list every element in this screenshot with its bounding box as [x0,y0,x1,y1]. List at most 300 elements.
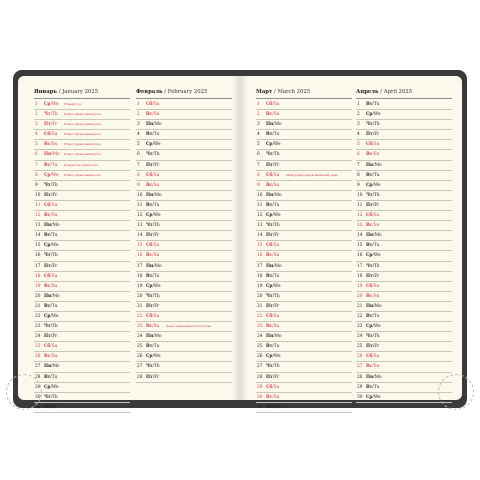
day-row [34,110,130,120]
day-row [136,120,232,130]
day-row [256,322,352,332]
weekday-ru: Вс [266,324,273,330]
weekday: Пн/Mo [266,122,282,128]
weekday: Вс/Su [44,213,58,219]
weekday-ru: Вс [266,394,273,400]
day-number: 12 [357,213,363,219]
weekday-ru: Вт [266,132,273,138]
day-number: 13 [137,223,143,229]
weekday-en: Tu [51,162,58,168]
day-row [256,312,352,322]
weekday-ru: Ср [44,102,51,107]
day-number: 5 [257,142,260,148]
day-number: 7 [357,162,360,168]
holiday-note: Новый год [64,102,82,106]
weekday-ru: Сб [366,142,373,148]
weekday: Сб/Sa [44,202,58,208]
weekday-en: Mo [374,162,382,168]
day-number: 10 [35,192,41,198]
day-row [34,120,130,130]
day-number: 16 [137,253,143,259]
day-row [356,373,452,383]
month-name-en: March 2025 [277,89,311,95]
day-row [34,161,130,171]
weekday-ru: Вт [366,172,373,178]
weekday-en: We [373,324,381,330]
month-name-ru: Апрель [356,89,379,95]
day-row [356,201,452,211]
holiday-note: Новогодние каникулы [64,152,101,157]
weekday: Вт/Tu [366,384,380,390]
day-row [256,120,352,130]
day-row [356,211,452,221]
weekday-en: We [153,213,161,219]
weekday: Вт/Tu [366,243,380,249]
weekday: Вт/Tu [146,202,160,208]
weekday-en: Fr [274,233,280,239]
day-row [356,100,452,110]
day-number: 12 [257,213,263,219]
weekday: Пн/Mo [266,192,282,198]
day-row [136,282,232,292]
weekday-ru: Пт [366,132,373,138]
month-march [256,86,352,413]
month-title: Апрель / April 2025 [356,86,452,99]
weekday: Чт/Th [266,364,280,370]
weekday: Вс/Su [266,253,280,259]
weekday: Чт/Th [146,293,160,299]
weekday: Пн/Mo [44,293,60,299]
weekday-en: We [373,394,381,400]
weekday-en: Fr [52,192,58,198]
weekday-ru: Вт [146,273,153,279]
weekday-en: We [51,384,59,390]
weekday-ru: Чт [146,223,153,229]
day-number: 21 [35,303,41,309]
day-number: 7 [257,162,260,168]
day-row [356,362,452,372]
weekday: Ср/We [266,213,281,219]
month-name-ru: Март [256,89,273,95]
day-number: 22 [357,313,363,319]
weekday-ru: Чт [146,364,153,370]
day-number: 31 [35,404,41,410]
day-row [34,322,130,332]
weekday-ru: Вт [366,313,373,319]
day-row [34,100,130,110]
month-name-ru: Январь [34,89,57,95]
weekday: Ср/We [44,313,59,319]
day-row [136,201,232,211]
weekday: Чт/Th [44,394,58,400]
day-row [256,302,352,312]
holiday-note: Рождество Христово [64,162,98,167]
weekday-en: Sa [153,313,160,319]
weekday-ru: Ср [44,384,51,390]
weekday-ru: Вс [366,364,373,370]
weekday: Ср/We [44,102,59,107]
day-row [356,282,452,292]
weekday-ru: Ср [366,253,373,259]
weekday: Вс/Su [366,223,380,229]
day-number: 30 [357,394,363,400]
weekday-ru: Ср [146,283,153,289]
weekday-ru: Чт [146,293,153,299]
day-row [256,231,352,241]
weekday-ru: Вт [146,132,153,138]
day-row [256,110,352,120]
weekday: Ср/We [146,354,161,360]
weekday: Чт/Th [44,112,58,118]
day-number: 5 [357,142,360,148]
day-number: 19 [137,283,143,289]
weekday: Пн/Mo [146,263,162,269]
weekday: Вс/Su [266,324,280,330]
day-row [34,201,130,211]
day-row [34,181,130,191]
day-number: 6 [257,152,260,158]
weekday-en: Mo [374,303,382,309]
day-number: 5 [137,142,140,148]
weekday-ru: Вт [266,344,273,350]
weekday-en: Sa [51,202,58,208]
day-row [34,171,130,181]
weekday-en: We [51,102,59,107]
weekday-en: Th [52,394,58,400]
weekday-en: Su [153,112,160,118]
day-row [136,171,232,181]
day-row [356,342,452,352]
weekday-ru: Ср [146,213,153,219]
weekday-en: Sa [153,172,160,178]
weekday-ru: Вс [266,182,273,188]
weekday: Вт/Tu [146,344,160,350]
weekday-en: Mo [274,263,282,269]
day-row [136,362,232,372]
day-number: 2 [35,112,38,118]
day-row [356,262,452,272]
weekday-en: Th [274,152,280,158]
weekday-ru: Пт [146,303,153,309]
weekday-en: Fr [274,374,280,380]
weekday: Чт/Th [266,152,280,158]
weekday-en: We [273,283,281,289]
weekday: Вт/Tu [266,344,280,350]
day-row [136,262,232,272]
day-number: 28 [137,374,143,380]
day-row [356,231,452,241]
day-row [356,272,452,282]
weekday-en: We [153,142,161,148]
weekday-en: Tu [153,344,160,350]
day-number: 8 [257,172,260,178]
weekday: Вс/Su [44,142,58,148]
weekday-en: Su [153,324,160,330]
weekday-ru: Вт [44,162,51,168]
day-number: 6 [357,152,360,158]
weekday: Пт/Fr [366,202,380,208]
day-number: 9 [137,182,140,188]
day-number: 2 [357,112,360,118]
weekday: Ср/We [266,283,281,289]
weekday: Вт/Tu [266,132,280,138]
day-number: 26 [257,354,263,360]
month-january [34,86,130,413]
weekday-ru: Пт [266,374,273,380]
weekday-ru: Сб [266,243,273,249]
weekday: Ср/We [146,142,161,148]
weekday-en: Mo [274,192,282,198]
day-number: 29 [357,384,363,390]
day-number: 15 [257,243,263,249]
weekday-ru: Ср [366,112,373,118]
day-number: 19 [257,283,263,289]
weekday: Пн/Mo [266,263,282,269]
weekday: Чт/Th [366,122,380,128]
day-number: 21 [257,303,263,309]
day-row [34,130,130,140]
weekday-ru: Чт [366,192,373,198]
day-row [256,373,352,383]
day-number: 15 [137,243,143,249]
day-number: 26 [137,354,143,360]
weekday-ru: Вс [146,112,153,118]
weekday-en: Th [52,324,58,330]
day-number: 21 [357,303,363,309]
weekday-ru: Ср [366,394,373,400]
weekday-en: Th [374,192,380,198]
weekday: Пт/Fr [44,263,58,269]
weekday-ru: Пн [366,374,374,380]
weekday: Вс/Su [266,394,280,400]
weekday-ru: Вс [44,354,51,360]
day-number: 16 [35,253,41,259]
day-row [356,251,452,261]
weekday-ru: Сб [366,283,373,289]
weekday-en: Sa [273,313,280,319]
weekday-ru: Вс [44,142,51,148]
weekday-ru: Вс [146,253,153,259]
day-number: 8 [35,172,38,178]
weekday: Чт/Th [44,182,58,188]
day-number: 23 [35,324,41,330]
day-row [34,231,130,241]
day-number: 14 [137,233,143,239]
day-row [136,342,232,352]
day-row [34,292,130,302]
day-row [356,241,452,251]
weekday: Чт/Th [146,152,160,158]
day-number: 18 [357,273,363,279]
weekday-ru: Пт [366,344,373,350]
day-number: 4 [35,132,38,138]
weekday-ru: Пн [366,233,374,239]
day-number: 17 [257,263,263,269]
day-number: 25 [137,344,143,350]
weekday-en: Su [153,253,160,259]
weekday: Сб/Sa [266,384,280,390]
weekday: Пн/Mo [44,152,60,158]
weekday: Чт/Th [366,334,380,340]
weekday-ru: Сб [146,102,153,107]
weekday-en: Sa [373,213,380,219]
weekday-ru: Пн [44,152,52,158]
holiday-note: День защитника Отечества [166,324,212,329]
weekday: Сб/Sa [146,313,160,319]
day-number: 3 [357,122,360,128]
weekday-ru: Пт [44,192,51,198]
weekday-en: Su [51,213,58,219]
day-row [136,221,232,231]
holiday-note: Новогодние каникулы [64,122,101,127]
month-title: Январь / January 2025 [34,86,130,99]
day-row [34,211,130,221]
day-row [256,191,352,201]
day-number: 10 [137,192,143,198]
weekday: Пт/Fr [44,192,58,198]
weekday-ru: Ср [366,182,373,188]
day-row [256,332,352,342]
holiday-note: Новогодние каникулы [64,172,101,177]
month-name-ru: Февраль [136,89,163,95]
weekday-en: Th [52,112,58,118]
day-number: 5 [35,142,38,148]
day-row [34,393,130,403]
day-row [256,403,352,413]
weekday: Чт/Th [366,263,380,269]
weekday-en: Tu [373,172,380,178]
weekday: Вс/Su [266,112,280,118]
weekday-en: Su [373,293,380,299]
weekday: Вт/Tu [44,233,58,239]
weekday-en: Tu [51,303,58,309]
day-number: 12 [137,213,143,219]
weekday-en: Su [373,223,380,229]
day-row [136,181,232,191]
weekday: Вс/Su [146,182,160,188]
weekday: Вс/Su [146,253,160,259]
weekday-ru: Сб [146,172,153,178]
weekday-en: Fr [374,202,380,208]
weekday-en: Mo [274,122,282,128]
weekday-en: Mo [274,404,282,410]
weekday-ru: Вс [44,213,51,219]
weekday-en: Th [374,122,380,128]
day-number: 11 [257,202,263,208]
weekday-ru: Вт [366,243,373,249]
day-number: 26 [357,354,363,360]
day-number: 6 [137,152,140,158]
weekday-en: Th [52,182,58,188]
weekday: Вт/Tu [146,132,160,138]
weekday-en: Mo [374,233,382,239]
day-number: 4 [257,132,260,138]
day-number: 23 [257,324,263,330]
weekday-en: Th [374,263,380,269]
day-number: 25 [35,344,41,350]
weekday-en: Th [274,364,280,370]
day-number: 18 [257,273,263,279]
day-number: 24 [35,334,41,340]
day-number: 9 [257,182,260,188]
day-number: 26 [35,354,41,360]
day-number: 27 [137,364,143,370]
day-row [34,251,130,261]
weekday-ru: Пт [44,404,51,410]
day-number: 17 [137,263,143,269]
weekday: Пт/Fr [366,132,380,138]
day-row [136,332,232,342]
weekday: Пн/Mo [146,122,162,128]
day-row [34,332,130,342]
weekday-en: Fr [52,334,58,340]
weekday-ru: Пн [44,223,52,229]
day-row [136,251,232,261]
day-number: 1 [137,102,140,107]
weekday: Чт/Th [366,192,380,198]
weekday-ru: Ср [266,354,273,360]
day-row [356,181,452,191]
day-row [256,161,352,171]
weekday: Ср/We [146,283,161,289]
day-number: 21 [137,303,143,309]
right-page [240,76,462,410]
day-row [256,100,352,110]
weekday: Пн/Mo [366,233,382,239]
weekday: Пн/Mo [366,303,382,309]
day-number: 7 [35,162,38,168]
weekday-en: Sa [51,273,58,279]
weekday-ru: Сб [266,172,273,178]
weekday: Сб/Sa [366,213,380,219]
weekday-ru: Вс [366,293,373,299]
weekday-en: Sa [51,132,58,138]
day-row [34,241,130,251]
weekday-en: Fr [52,263,58,269]
weekday-en: Fr [154,233,160,239]
weekday-ru: Вс [366,152,373,158]
weekday-ru: Пт [266,162,273,168]
weekday-en: Sa [51,344,58,350]
day-number: 4 [357,132,360,138]
weekday-ru: Чт [44,324,51,330]
weekday: Вт/Tu [366,102,380,107]
weekday: Пн/Mo [366,162,382,168]
day-number: 27 [357,364,363,370]
weekday-en: Tu [153,273,160,279]
day-number: 19 [357,283,363,289]
month-april [356,86,452,403]
weekday-ru: Вс [366,223,373,229]
weekday-en: We [51,313,59,319]
weekday-ru: Сб [366,354,373,360]
day-number: 28 [257,374,263,380]
day-row [136,140,232,150]
day-number: 8 [357,172,360,178]
day-row [136,292,232,302]
weekday-en: Mo [154,263,162,269]
weekday: Пт/Fr [146,303,160,309]
weekday: Ср/We [266,354,281,360]
weekday: Пт/Fr [44,334,58,340]
weekday-en: Mo [374,374,382,380]
weekday: Сб/Sa [146,102,160,107]
weekday-ru: Пн [266,263,274,269]
weekday: Чт/Th [146,364,160,370]
day-number: 2 [257,112,260,118]
weekday-ru: Сб [44,132,51,138]
day-number: 29 [35,384,41,390]
